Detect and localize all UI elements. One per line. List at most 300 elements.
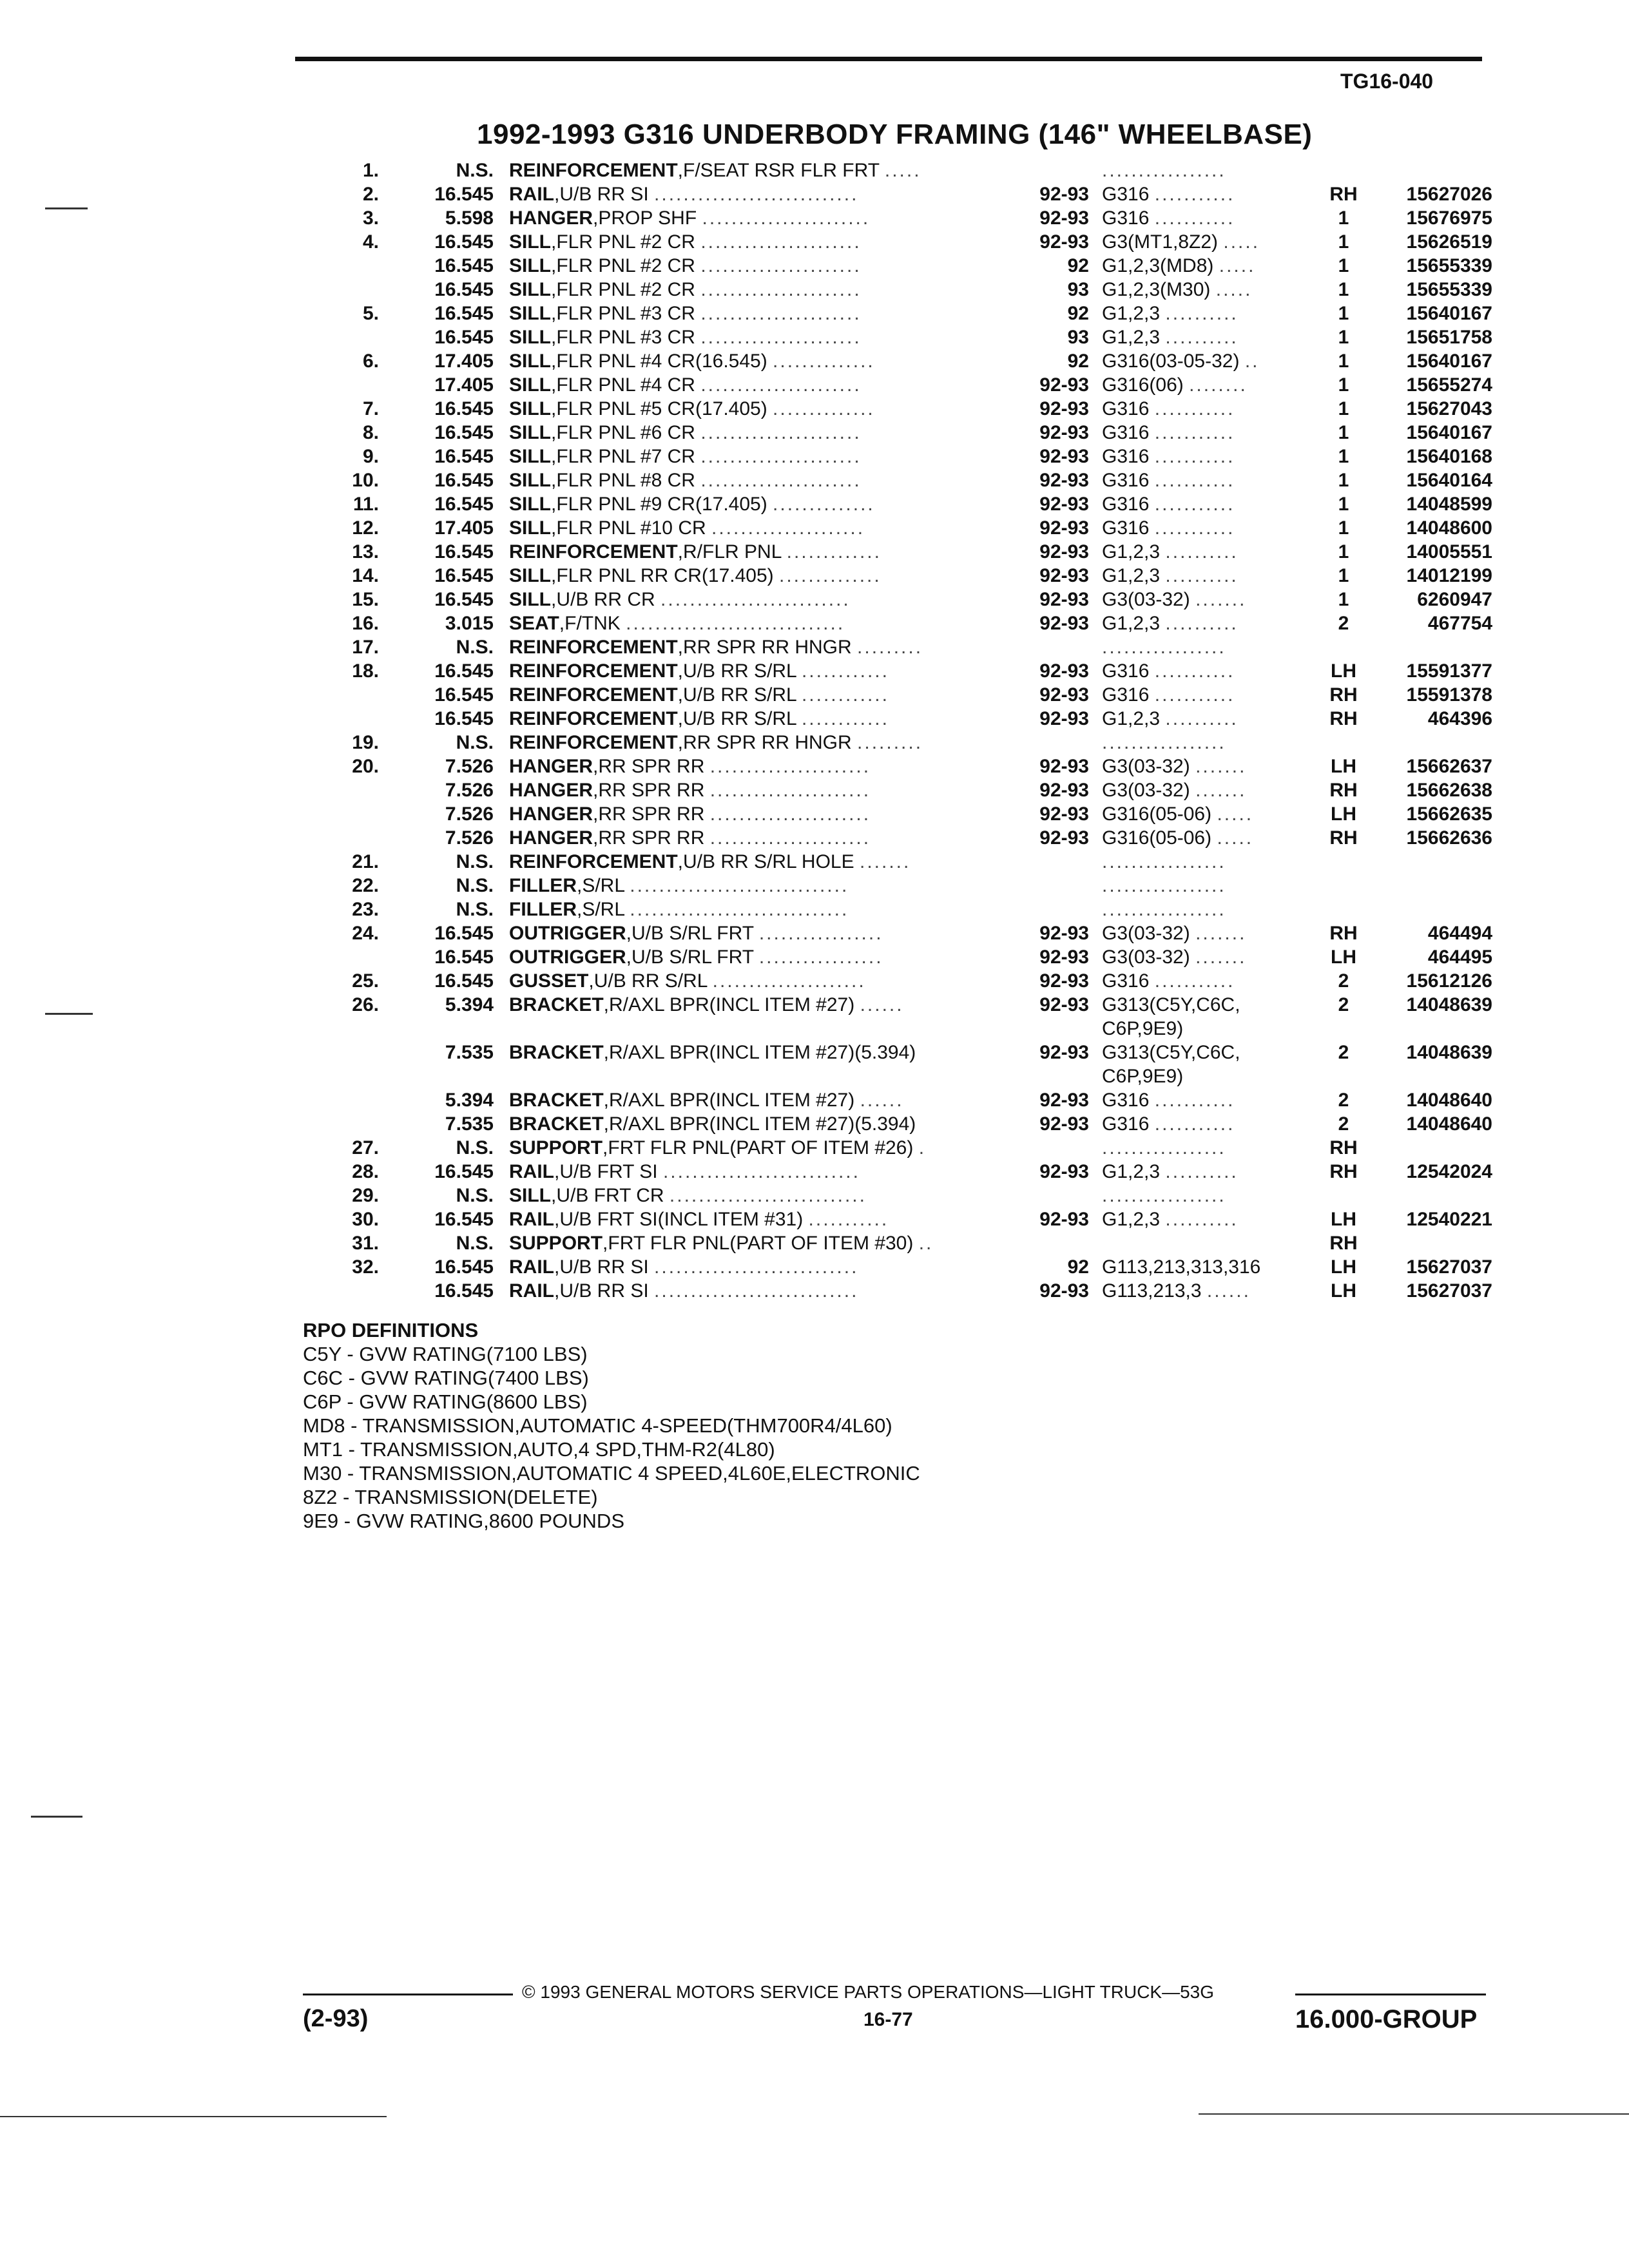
group-number: 16.545 (434, 947, 494, 968)
quantity: 1 (1338, 541, 1349, 562)
models (1102, 540, 1315, 564)
leader-dots: .......... (1165, 303, 1239, 324)
model-years: 92-93 (1039, 1113, 1089, 1135)
part-number: 14048600 (1406, 517, 1492, 539)
table-row (0, 1231, 1629, 1255)
table-row (0, 754, 1629, 778)
rpo-item: 9E9 - GVW RATING,8600 POUNDS (303, 1510, 624, 1532)
group-number: N.S. (456, 160, 494, 181)
part-name: SUPPORT (509, 1137, 603, 1158)
part-name: SILL (509, 494, 551, 515)
part-name: SILL (509, 351, 551, 372)
group-number: 16.545 (434, 970, 494, 992)
model-codes: G113,213,313,316 (1102, 1256, 1261, 1278)
table-row (0, 802, 1629, 826)
table-row (0, 659, 1629, 683)
model-years: 92-93 (1039, 231, 1089, 253)
group-number: 16.545 (434, 422, 494, 443)
models (1102, 302, 1315, 325)
part-number: 14048640 (1406, 1113, 1492, 1135)
group-number: 16.545 (434, 541, 494, 562)
part-detail: ,RR SPR RR HNGR (677, 637, 852, 658)
top-rule (295, 57, 1482, 61)
part-detail: ,U/B S/RL FRT (626, 947, 754, 968)
table-row (0, 1136, 1629, 1160)
model-years: 92-93 (1039, 684, 1089, 706)
model-years: 92-93 (1039, 494, 1089, 515)
footer-page-number: 16-77 (863, 2009, 913, 2030)
part-description (509, 1255, 1008, 1279)
table-row (0, 898, 1629, 921)
part-number: 14012199 (1406, 565, 1492, 586)
group-number: 16.545 (434, 565, 494, 586)
model-codes: G316 (1102, 1090, 1150, 1111)
model-years: 92-93 (1039, 708, 1089, 729)
part-description (509, 397, 1008, 421)
models (1102, 778, 1315, 802)
group-number: 16.545 (434, 231, 494, 253)
quantity: RH (1329, 1233, 1358, 1254)
table-row (0, 969, 1629, 993)
quantity: 1 (1338, 494, 1349, 515)
part-number: 12542024 (1406, 1161, 1492, 1182)
part-number: 15640164 (1406, 470, 1492, 491)
part-detail: ,U/B FRT SI(INCL ITEM #31) (554, 1209, 804, 1230)
part-number: 14048640 (1406, 1090, 1492, 1111)
models (1102, 1088, 1315, 1112)
models (1102, 754, 1315, 778)
part-detail: ,PROP SHF (593, 207, 697, 229)
leader-dots: ...................... (700, 470, 862, 491)
model-codes: G1,2,3 (1102, 303, 1161, 324)
part-detail: ,RR SPR RR (593, 756, 705, 777)
table-row (0, 707, 1629, 731)
leader-dots: .. (918, 1233, 934, 1254)
part-description (509, 921, 1008, 945)
part-name: SILL (509, 303, 551, 324)
quantity: 1 (1338, 589, 1349, 610)
models (1102, 373, 1315, 397)
part-detail: ,U/B FRT SI (554, 1161, 658, 1182)
leader-dots: ....... (1195, 923, 1247, 944)
part-detail: ,RR SPR RR (593, 827, 705, 849)
leader-dots: ........................... (669, 1185, 867, 1206)
table-row (0, 683, 1629, 707)
model-years: 93 (1067, 279, 1089, 300)
group-number: 16.545 (434, 1209, 494, 1230)
model-years: 92 (1067, 351, 1089, 372)
part-description (509, 206, 1008, 230)
models (1102, 802, 1315, 826)
part-description (509, 1184, 1008, 1207)
leader-dots: ................. (1102, 875, 1226, 896)
group-number: N.S. (456, 899, 494, 920)
quantity: 1 (1338, 279, 1349, 300)
models (1102, 397, 1315, 421)
model-years: 92-93 (1039, 970, 1089, 992)
group-number: 5.394 (445, 1090, 494, 1111)
models (1102, 468, 1315, 492)
part-description (509, 373, 1008, 397)
document-code: TG16-040 (1340, 70, 1434, 93)
quantity: 1 (1338, 374, 1349, 396)
group-number: 16.545 (434, 398, 494, 419)
leader-dots: .......... (1165, 613, 1239, 634)
model-codes: G1,2,3(M30) (1102, 279, 1211, 300)
group-number: 16.545 (434, 255, 494, 276)
model-codes: G316 (1102, 970, 1150, 992)
item-number: 13. (352, 541, 379, 562)
group-number: 7.526 (445, 780, 494, 801)
part-detail: ,RR SPR RR (593, 780, 705, 801)
model-codes: G3(03-32) (1102, 589, 1190, 610)
model-years: 92-93 (1039, 803, 1089, 825)
parts-table (0, 159, 1629, 1303)
item-number: 5. (362, 303, 379, 324)
leader-dots: ................. (1102, 637, 1226, 658)
table-row (0, 445, 1629, 468)
models (1102, 707, 1315, 731)
leader-dots: ........... (1154, 494, 1235, 515)
item-number: 32. (352, 1256, 379, 1278)
models (1102, 421, 1315, 445)
leader-dots: ....... (1195, 756, 1247, 777)
part-name: HANGER (509, 756, 593, 777)
model-years: 92-93 (1039, 660, 1089, 682)
model-codes: G3(MT1,8Z2) (1102, 231, 1219, 253)
model-codes: G316 (1102, 184, 1150, 205)
item-number: 16. (352, 613, 379, 634)
group-number: 17.405 (434, 351, 494, 372)
part-name: RAIL (509, 1280, 554, 1302)
models (1102, 993, 1315, 1041)
leader-dots: ......... (857, 732, 923, 753)
rpo-item: MD8 - TRANSMISSION,AUTOMATIC 4-SPEED(THM700R4/4L60) (303, 1414, 892, 1437)
part-number: 15676975 (1406, 207, 1492, 229)
part-detail: ,FLR PNL #9 CR(17.405) (551, 494, 767, 515)
part-description (509, 349, 1008, 373)
quantity: LH (1331, 1256, 1356, 1278)
quantity: 2 (1338, 1113, 1349, 1135)
group-number: 5.394 (445, 994, 494, 1015)
part-number: 15612126 (1406, 970, 1492, 992)
part-number: 15640167 (1406, 422, 1492, 443)
part-detail: ,RR SPR RR (593, 803, 705, 825)
group-number: 16.545 (434, 1280, 494, 1302)
model-years: 92-93 (1039, 1161, 1089, 1182)
model-years: 92-93 (1039, 398, 1089, 419)
model-codes: G1,2,3 (1102, 1161, 1161, 1182)
footer-rule-left (303, 1994, 513, 1995)
quantity: 1 (1338, 303, 1349, 324)
leader-dots: ........... (1154, 970, 1235, 992)
part-description (509, 731, 1008, 754)
leader-dots: ...................... (700, 327, 862, 348)
model-codes: G316 (1102, 398, 1150, 419)
models (1102, 182, 1315, 206)
quantity: 1 (1338, 422, 1349, 443)
model-codes: G316 (1102, 517, 1150, 539)
quantity: RH (1329, 1137, 1358, 1158)
models (1102, 1136, 1315, 1160)
models (1102, 945, 1315, 969)
table-row (0, 278, 1629, 302)
model-years: 92-93 (1039, 1042, 1089, 1063)
model-years: 92-93 (1039, 756, 1089, 777)
quantity: 1 (1338, 207, 1349, 229)
leader-dots: ........... (1154, 470, 1235, 491)
group-number: 16.545 (434, 589, 494, 610)
leader-dots: ............................ (654, 184, 859, 205)
item-number: 22. (352, 875, 379, 896)
leader-dots: ........... (1154, 422, 1235, 443)
models (1102, 659, 1315, 683)
item-number: 1. (362, 160, 379, 181)
rpo-definitions (303, 1318, 920, 1533)
part-detail: ,F/TNK (559, 613, 621, 634)
part-name: BRACKET (509, 1042, 604, 1063)
leader-dots: ...................... (700, 231, 862, 253)
model-years: 92-93 (1039, 947, 1089, 968)
part-description (509, 874, 1008, 898)
leader-dots: .......................... (660, 589, 851, 610)
models (1102, 969, 1315, 993)
group-number: 16.545 (434, 446, 494, 467)
quantity: RH (1329, 1161, 1358, 1182)
quantity: RH (1329, 780, 1358, 801)
part-description (509, 159, 1008, 182)
part-name: HANGER (509, 207, 593, 229)
quantity: 1 (1338, 351, 1349, 372)
leader-dots: .......... (1165, 1209, 1239, 1230)
model-codes: G316 (1102, 446, 1150, 467)
model-codes: G316(03-05-32) (1102, 351, 1240, 372)
model-codes: G316 (1102, 684, 1150, 706)
model-codes: G3(03-32) (1102, 756, 1190, 777)
page-title: 1992-1993 G316 UNDERBODY FRAMING (146" WHEELBASE) (477, 119, 1313, 150)
leader-dots: ..... (1219, 255, 1256, 276)
part-detail: ,U/B FRT CR (551, 1185, 664, 1206)
part-number: 464494 (1427, 923, 1492, 944)
model-years: 92-93 (1039, 613, 1089, 634)
part-name: RAIL (509, 1256, 554, 1278)
quantity: 1 (1338, 446, 1349, 467)
leader-dots: ................. (1102, 851, 1226, 872)
table-row (0, 373, 1629, 397)
model-years: 92-93 (1039, 374, 1089, 396)
part-name: SILL (509, 422, 551, 443)
part-number: 15655339 (1406, 279, 1492, 300)
table-row (0, 1088, 1629, 1112)
model-codes: G1,2,3 (1102, 708, 1161, 729)
part-detail: ,FLR PNL #8 CR (551, 470, 695, 491)
models (1102, 492, 1315, 516)
model-years: 92-93 (1039, 780, 1089, 801)
table-row (0, 874, 1629, 898)
model-codes: G3(03-32) (1102, 923, 1190, 944)
leader-dots: .......... (1165, 1161, 1239, 1182)
group-number: 17.405 (434, 374, 494, 396)
models (1102, 445, 1315, 468)
models (1102, 564, 1315, 588)
leader-dots: ............. (786, 541, 882, 562)
part-description (509, 564, 1008, 588)
leader-dots: ...... (860, 994, 904, 1015)
quantity: LH (1331, 660, 1356, 682)
models (1102, 1184, 1315, 1207)
model-codes: G1,2,3 (1102, 327, 1161, 348)
leader-dots: ............ (801, 684, 889, 706)
model-years: 92-93 (1039, 1209, 1089, 1230)
group-number: 5.598 (445, 207, 494, 229)
item-number: 17. (352, 637, 379, 658)
part-number: 15655274 (1406, 374, 1492, 396)
part-name: BRACKET (509, 1113, 604, 1135)
leader-dots: .............................. (626, 613, 845, 634)
table-row (0, 921, 1629, 945)
rpo-item: C6P - GVW RATING(8600 LBS) (303, 1390, 588, 1413)
part-description (509, 230, 1008, 254)
part-number: 15626519 (1406, 231, 1492, 253)
models (1102, 1112, 1315, 1136)
part-detail: ,R/FLR PNL (677, 541, 782, 562)
part-description (509, 945, 1008, 969)
models (1102, 731, 1315, 754)
table-row (0, 993, 1629, 1041)
part-description (509, 468, 1008, 492)
part-description (509, 588, 1008, 611)
scan-mark (1199, 2113, 1629, 2115)
table-row (0, 1255, 1629, 1279)
leader-dots: ........... (1154, 517, 1235, 539)
part-name: SILL (509, 470, 551, 491)
part-name: SILL (509, 589, 551, 610)
item-number: 18. (352, 660, 379, 682)
part-description (509, 707, 1008, 731)
part-number: 14048639 (1406, 994, 1492, 1015)
group-number: 16.545 (434, 923, 494, 944)
table-row (0, 397, 1629, 421)
model-codes: G1,2,3 (1102, 1209, 1161, 1230)
models (1102, 850, 1315, 874)
part-number: 15627037 (1406, 1256, 1492, 1278)
part-name: REINFORCEMENT (509, 851, 678, 872)
part-detail: ,U/B RR SI (554, 184, 649, 205)
part-number: 15627026 (1406, 184, 1492, 205)
part-name: SILL (509, 374, 551, 396)
model-years: 92-93 (1039, 923, 1089, 944)
part-name: FILLER (509, 899, 577, 920)
leader-dots: ...................... (709, 756, 871, 777)
table-row (0, 302, 1629, 325)
leader-dots: ...................... (700, 374, 862, 396)
part-number: 15662635 (1406, 803, 1492, 825)
model-years: 92-93 (1039, 470, 1089, 491)
group-number: 16.545 (434, 708, 494, 729)
item-number: 31. (352, 1233, 379, 1254)
leader-dots: ................. (758, 923, 883, 944)
group-number: 7.535 (445, 1113, 494, 1135)
leader-dots: ....... (1195, 589, 1247, 610)
part-name: RAIL (509, 1161, 554, 1182)
part-number: 15591378 (1406, 684, 1492, 706)
table-row (0, 1207, 1629, 1231)
part-description (509, 1231, 1008, 1255)
item-number: 15. (352, 589, 379, 610)
models (1102, 278, 1315, 302)
leader-dots: ................. (1102, 1185, 1226, 1206)
quantity: LH (1331, 1209, 1356, 1230)
item-number: 14. (352, 565, 379, 586)
part-detail: ,FLR PNL #10 CR (551, 517, 706, 539)
item-number: 6. (362, 351, 379, 372)
part-detail: ,FLR PNL #3 CR (551, 303, 695, 324)
part-name: BRACKET (509, 994, 604, 1015)
table-row (0, 850, 1629, 874)
item-number: 2. (362, 184, 379, 205)
table-row (0, 159, 1629, 182)
part-detail: ,S/RL (577, 875, 624, 896)
quantity: RH (1329, 684, 1358, 706)
part-detail: ,FLR PNL #2 CR (551, 279, 695, 300)
model-codes: G1,2,3 (1102, 541, 1161, 562)
table-row (0, 325, 1629, 349)
models (1102, 898, 1315, 921)
quantity: 2 (1338, 1090, 1349, 1111)
item-number: 9. (362, 446, 379, 467)
leader-dots: ....... (1195, 780, 1247, 801)
part-name: SILL (509, 231, 551, 253)
part-detail: ,U/B RR SI (554, 1280, 649, 1302)
models (1102, 1279, 1315, 1303)
table-row (0, 945, 1629, 969)
leader-dots: ........... (1154, 207, 1235, 229)
leader-dots: .............. (779, 565, 882, 586)
item-number: 29. (352, 1185, 379, 1206)
table-row (0, 540, 1629, 564)
footer-group: 16.000-GROUP (1295, 2005, 1478, 2033)
part-number: 14005551 (1406, 541, 1492, 562)
group-number: 7.535 (445, 1042, 494, 1063)
model-codes: G316 (1102, 207, 1150, 229)
leader-dots: ...................... (709, 780, 871, 801)
rpo-item: 8Z2 - TRANSMISSION(DELETE) (303, 1486, 598, 1508)
leader-dots: ............................ (654, 1280, 859, 1302)
model-codes: G316(06) (1102, 374, 1184, 396)
rpo-item: MT1 - TRANSMISSION,AUTO,4 SPD,THM-R2(4L80) (303, 1438, 775, 1461)
leader-dots: .......... (1165, 708, 1239, 729)
scan-mark (0, 2116, 387, 2117)
rpo-heading: RPO DEFINITIONS (303, 1319, 479, 1341)
leader-dots: ...................... (700, 446, 862, 467)
part-description (509, 969, 1008, 993)
part-description (509, 683, 1008, 707)
part-name: REINFORCEMENT (509, 541, 678, 562)
item-number: 3. (362, 207, 379, 229)
table-row (0, 1112, 1629, 1136)
group-number: 7.526 (445, 803, 494, 825)
quantity: LH (1331, 756, 1356, 777)
part-description (509, 516, 1008, 540)
group-number: N.S. (456, 1233, 494, 1254)
item-number: 27. (352, 1137, 379, 1158)
table-row (0, 611, 1629, 635)
item-number: 20. (352, 756, 379, 777)
model-codes: G3(03-32) (1102, 947, 1190, 968)
leader-dots: ....... (1195, 947, 1247, 968)
model-codes: G3(03-32) (1102, 780, 1190, 801)
part-detail: ,FLR PNL #4 CR (551, 374, 695, 396)
